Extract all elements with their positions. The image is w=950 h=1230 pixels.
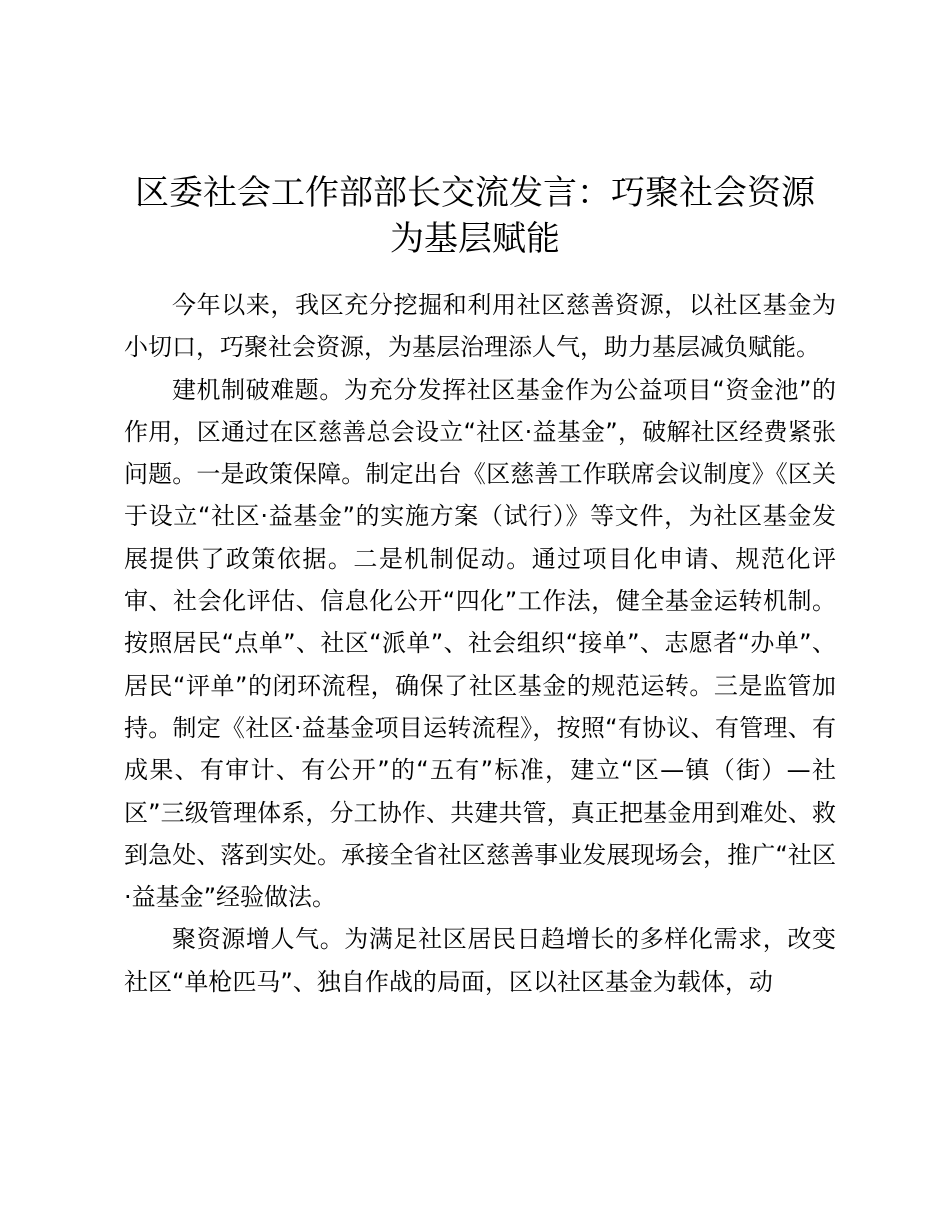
paragraph-mechanism: 建机制破难题。为充分发挥社区基金作为公益项目“资金池”的作用，区通过在区慈善总会设立“社区·益基金”，破解社区经费紧张问题。一是政策保障。制定出台《区慈善工作联席会议制度》《区关于设立“社区·益基金”的实施方案（试行）》等文件，为社区基金发展提供了政策依据。二是机制促动。通过项目化申请、规范化评审、社会化评估、信息化公开“四化”工作法，健全基金运转机制。按照居民“点单”、社区“派单”、社会组织“接单”、志愿者“办单”、居民“评单”的闭环流程，确保了社区基金的规范运转。三是监管加持。制定《社区·益基金项目运转流程》，按照“有协议、有管理、有成果、有审计、有公开”的“五有”标准，建立“区—镇（街）—社区”三级管理体系，分工协作、共建共管，真正把基金用到难处、救到急处、落到实处。承接全省社区慈善事业发展现场会，推广“社区·益基金”经验做法。 xyxy=(124,375,836,912)
document-title: 区委社会工作部部长交流发言：巧聚社会资源 为基层赋能 xyxy=(135,173,815,259)
document-body xyxy=(124,284,836,1003)
paragraph-resources: 聚资源增人气。为满足社区居民日趋增长的多样化需求，改变社区“单枪匹马”、独自作战的局面，区以社区基金为载体，动 xyxy=(124,925,836,996)
paragraph-intro: 今年以来，我区充分挖掘和利用社区慈善资源，以社区基金为小切口，巧聚社会资源，为基层治理添人气，助力基层减负赋能。 xyxy=(124,291,836,362)
